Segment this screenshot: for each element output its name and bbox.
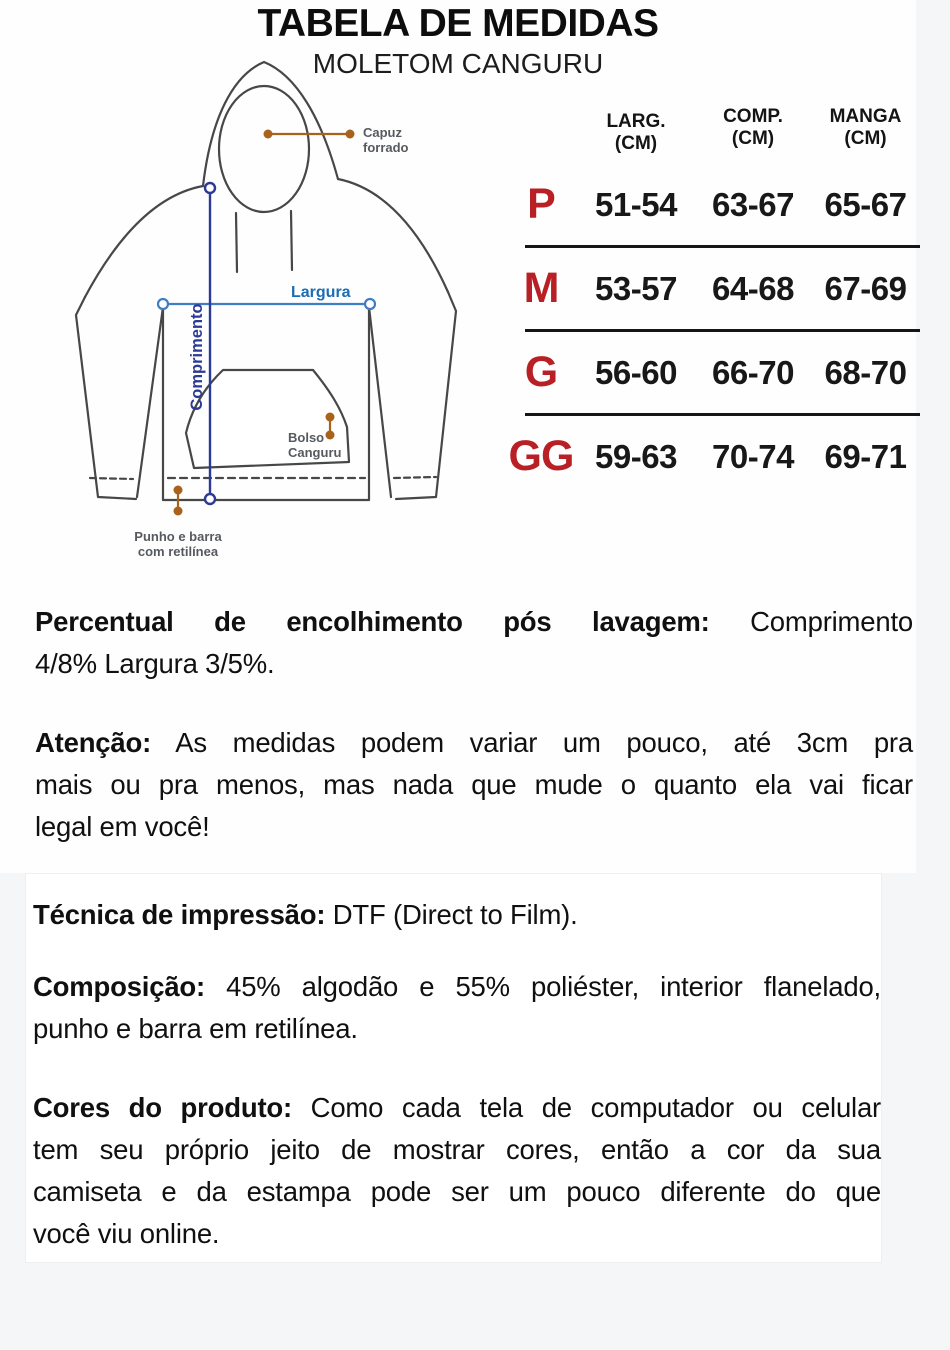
page-subtitle: MOLETOM CANGURU — [312, 48, 604, 79]
sleeve-right — [369, 292, 456, 499]
size-row-GG — [505, 416, 920, 497]
size-row-M — [505, 248, 920, 329]
bolso-label-line2: Canguru — [288, 445, 342, 460]
note-line: tem seu próprio jeito de mostrar cores, então a cor da sua — [33, 1134, 881, 1165]
note-line: camiseta e da estampa pode ser um pouco diferente do que — [33, 1176, 881, 1207]
punho-dot-bottom — [174, 507, 183, 516]
column-header-comp: COMP. (CM) — [723, 106, 783, 149]
comprimento-endpoint-top — [205, 183, 215, 193]
measurement-value: 56-60 — [595, 353, 677, 391]
capuz-dot-right — [346, 130, 355, 139]
note-line: mais ou pra menos, mas nada que mude o quanto ela vai ficar — [35, 769, 913, 800]
column-header-manga: MANGA (CM) — [829, 106, 902, 149]
shoulder-left — [85, 186, 203, 297]
capuz-dot-left — [264, 130, 273, 139]
size-label: P — [527, 180, 555, 228]
size-label: M — [523, 264, 559, 312]
note-shrinkage — [35, 601, 913, 685]
measurement-value: 65-67 — [824, 185, 907, 223]
page-title: TABELA DE MEDIDAS — [257, 2, 659, 45]
note-line: legal em você! — [35, 811, 210, 842]
size-label: GG — [508, 432, 574, 480]
sleeve-left — [76, 297, 163, 499]
note-colors — [33, 1087, 881, 1255]
note-line: Percentual de encolhimento pós lavagem: Comprimento — [35, 606, 913, 637]
shoulder-right — [338, 179, 448, 292]
size-table — [505, 106, 920, 497]
note-label: Composição: — [33, 971, 205, 1002]
note-line: Composição: 45% algodão e 55% poliéster, interior flanelado, — [33, 971, 881, 1002]
measurement-value: 70-74 — [712, 437, 794, 475]
punho-dot-top — [174, 486, 183, 495]
note-line: punho e barra em retilínea. — [33, 1013, 358, 1044]
comprimento-endpoint-bottom — [205, 494, 215, 504]
largura-endpoint-right — [365, 299, 375, 309]
hoodie-diagram — [55, 55, 465, 565]
note-line: você viu online. — [33, 1218, 220, 1249]
note-print-technique — [33, 894, 881, 936]
cuff-dashed-left — [90, 478, 133, 479]
measurement-value: 67-69 — [824, 269, 907, 307]
punho-label-line2: com retilínea — [137, 544, 219, 559]
hood-opening — [219, 86, 309, 212]
note-label: Percentual de encolhimento pós lavagem: — [35, 606, 710, 637]
capuz-label-line1: Capuz — [363, 125, 402, 140]
note-label: Técnica de impressão: — [33, 899, 326, 930]
cuff-dashed-right — [394, 477, 436, 478]
note-line: 4/8% Largura 3/5%. — [35, 648, 275, 679]
note-composition — [33, 966, 881, 1050]
note-label: Atenção: — [35, 727, 152, 758]
measurement-value: 53-57 — [595, 269, 677, 307]
drawstring-left — [236, 213, 237, 272]
note-attention — [35, 722, 913, 848]
column-header-larg: LARG. (CM) — [606, 111, 666, 154]
measurement-value: 69-71 — [824, 437, 907, 475]
measurement-value: 63-67 — [712, 185, 794, 223]
bolso-dot-top — [326, 413, 335, 422]
size-row-P — [505, 164, 920, 245]
measurement-value: 68-70 — [824, 353, 907, 391]
measurement-value: 51-54 — [595, 185, 677, 223]
note-line: Cores do produto: Como cada tela de computador ou celular — [33, 1092, 882, 1123]
largura-label: Largura — [291, 284, 351, 301]
largura-endpoint-left — [158, 299, 168, 309]
size-table-header — [505, 106, 920, 164]
bolso-dot-bottom — [326, 431, 335, 440]
size-row-G — [505, 332, 920, 413]
measurement-value: 59-63 — [595, 437, 677, 475]
note-label: Cores do produto: — [33, 1092, 292, 1123]
comprimento-label: Comprimento — [188, 303, 206, 411]
drawstring-right — [291, 211, 292, 270]
punho-label-line1: Punho e barra — [134, 529, 222, 544]
measurement-value: 66-70 — [712, 353, 794, 391]
capuz-label-line2: forrado — [363, 140, 409, 155]
size-label: G — [524, 348, 558, 396]
note-line: Atenção: As medidas podem variar um pouco, até 3cm pra — [35, 727, 913, 758]
size-table-body — [505, 164, 920, 497]
measurement-value: 64-68 — [712, 269, 794, 307]
bolso-label-line1: Bolso — [288, 430, 325, 445]
note-line: Técnica de impressão: DTF (Direct to Film). — [33, 899, 578, 930]
